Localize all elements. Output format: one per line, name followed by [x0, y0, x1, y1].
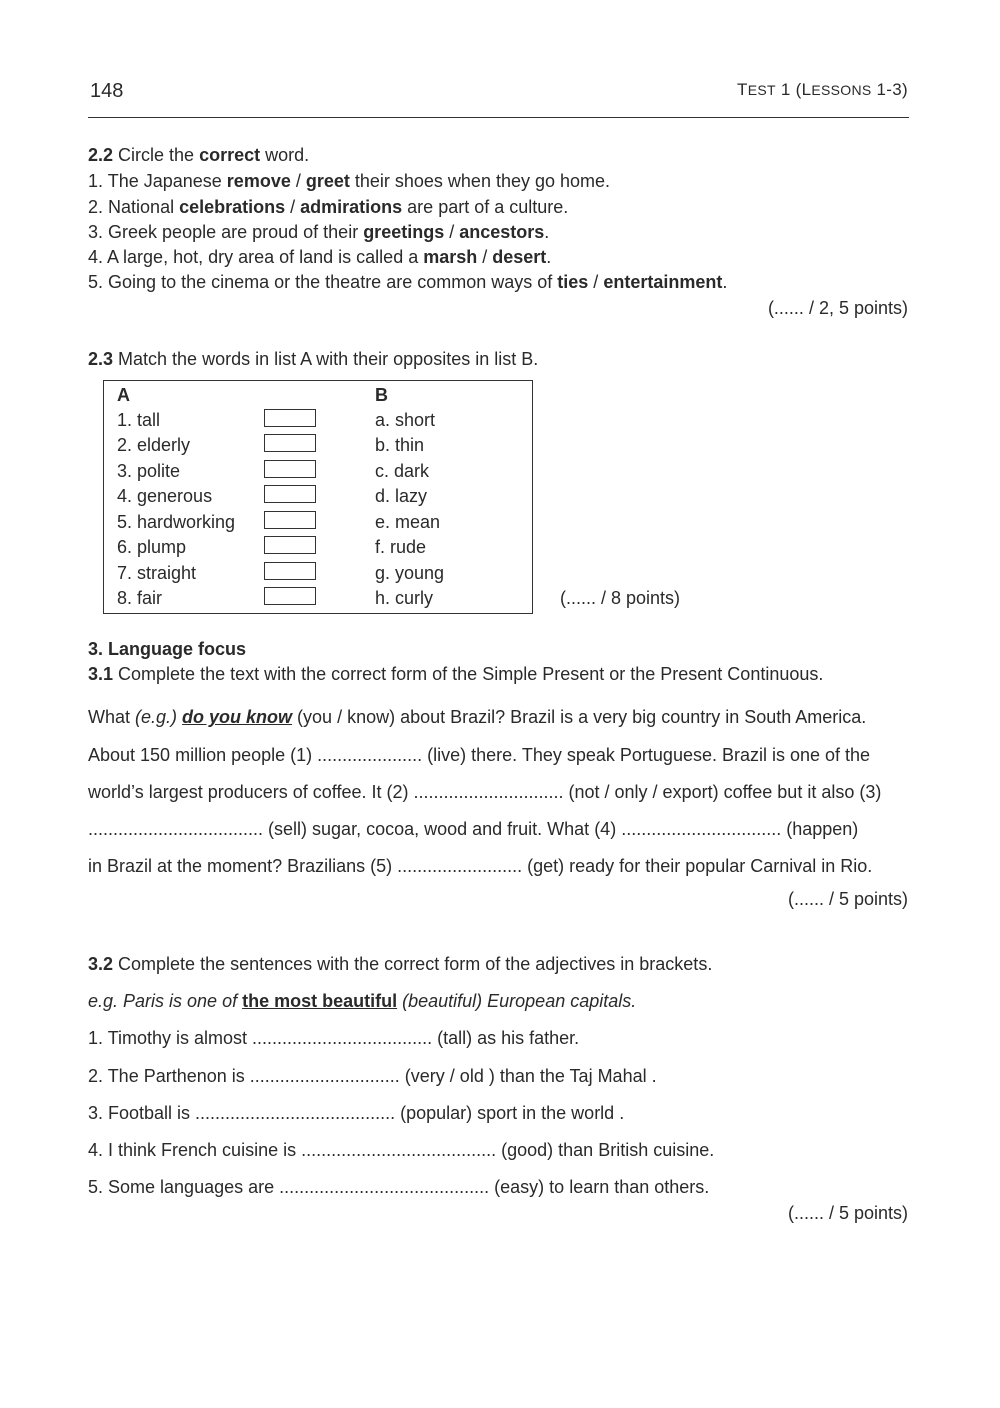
- list-b-item: b. thin: [375, 435, 425, 455]
- option-word[interactable]: celebrations: [179, 197, 286, 217]
- answer-box[interactable]: [264, 587, 316, 605]
- option-word[interactable]: desert: [492, 247, 547, 267]
- text-line: ................................... (sell) sugar, cocoa, wood and fruit. What (4) ................................ (happen): [88, 819, 859, 839]
- answer-box[interactable]: [264, 460, 316, 478]
- sentence-item: 3. Football is ........................................ (popular) sport in the world .: [88, 1103, 625, 1123]
- header-divider: [88, 117, 909, 118]
- option-word[interactable]: remove: [226, 171, 291, 191]
- list-b-item: a. short: [375, 410, 436, 430]
- sentence-item: 4. I think French cuisine is ....................................... (good) than British cuisine.: [88, 1140, 715, 1160]
- list-b-item: h. curly: [375, 588, 434, 608]
- text-line: in Brazil at the moment? Brazilians (5) ......................... (get) ready for their popular Carnival in Rio.: [88, 856, 873, 876]
- list-b-item: e. mean: [375, 512, 441, 532]
- list-a-item: 4. generous: [117, 486, 213, 506]
- option-word[interactable]: ancestors: [459, 222, 545, 242]
- answer-box[interactable]: [264, 434, 316, 452]
- section-3-2-instruction: 3.2 Complete the sentences with the correct form of the adjectives in brackets.: [88, 954, 713, 974]
- example-answer: the most beautiful: [242, 991, 398, 1011]
- answer-box[interactable]: [264, 511, 316, 529]
- test-title: TEST 1 (LESSONS 1-3): [737, 80, 908, 99]
- score-3-1: (...... / 5 points): [787, 889, 908, 909]
- section-2-3-instruction: 2.3 Match the words in list A with their opposites in list B.: [88, 349, 539, 369]
- list-a-item: 6. plump: [117, 537, 187, 557]
- option-word[interactable]: greetings: [363, 222, 445, 242]
- list-a-item: 1. tall: [117, 410, 161, 430]
- score-2-3: (...... / 8 points): [560, 588, 681, 608]
- list-a-heading: A: [117, 385, 130, 405]
- sentence-item: 2. The Parthenon is .............................. (very / old ) than the Taj Mahal .: [88, 1066, 657, 1086]
- list-item: 2. National celebrations / admirations are part of a culture.: [88, 197, 569, 217]
- list-a-item: 3. polite: [117, 461, 181, 481]
- score-3-2: (...... / 5 points): [787, 1203, 908, 1223]
- section-3-title: 3. Language focus: [88, 639, 247, 659]
- text-line: About 150 million people (1) ..................... (live) there. They speak Portuguese. Brazil is one of the: [88, 745, 871, 765]
- list-item: 5. Going to the cinema or the theatre are common ways of ties / entertainment.: [88, 272, 728, 292]
- section-3-1-instruction: 3.1 Complete the text with the correct form of the Simple Present or the Present Continuous.: [88, 664, 824, 684]
- example-sentence: e.g. Paris is one of the most beautiful (beautiful) European capitals.: [88, 991, 637, 1011]
- answer-box[interactable]: [264, 409, 316, 427]
- list-b-item: c. dark: [375, 461, 430, 481]
- list-item: 3. Greek people are proud of their greetings / ancestors.: [88, 222, 550, 242]
- option-word[interactable]: greet: [305, 171, 350, 191]
- option-word[interactable]: entertainment: [603, 272, 723, 292]
- list-a-item: 2. elderly: [117, 435, 191, 455]
- page-number: 148: [90, 80, 124, 102]
- list-b-item: d. lazy: [375, 486, 428, 506]
- list-a-item: 7. straight: [117, 563, 197, 583]
- list-a-item: 5. hardworking: [117, 512, 236, 532]
- answer-box[interactable]: [264, 485, 316, 503]
- list-item: 1. The Japanese remove / greet their shoes when they go home.: [88, 171, 611, 191]
- answer-box[interactable]: [264, 562, 316, 580]
- text-line: What (e.g.) do you know (you / know) about Brazil? Brazil is a very big country in South America.: [88, 707, 867, 727]
- list-item: 4. A large, hot, dry area of land is called a marsh / desert.: [88, 247, 552, 267]
- example-answer: do you know: [182, 707, 293, 727]
- sentence-item: 1. Timothy is almost .................................... (tall) as his father.: [88, 1028, 580, 1048]
- text-line: world’s largest producers of coffee. It (2) .............................. (not / only / export) coffee but it also (3): [88, 782, 882, 802]
- option-word[interactable]: marsh: [423, 247, 478, 267]
- answer-box[interactable]: [264, 536, 316, 554]
- list-b-item: g. young: [375, 563, 445, 583]
- section-2-2-instruction: 2.2 Circle the correct word.: [88, 145, 310, 165]
- sentence-item: 5. Some languages are .......................................... (easy) to learn than others.: [88, 1177, 710, 1197]
- score-2-2: (...... / 2, 5 points): [767, 298, 908, 318]
- option-word[interactable]: admirations: [300, 197, 403, 217]
- list-b-item: f. rude: [375, 537, 427, 557]
- list-b-heading: B: [375, 385, 388, 405]
- list-a-item: 8. fair: [117, 588, 163, 608]
- option-word[interactable]: ties: [557, 272, 589, 292]
